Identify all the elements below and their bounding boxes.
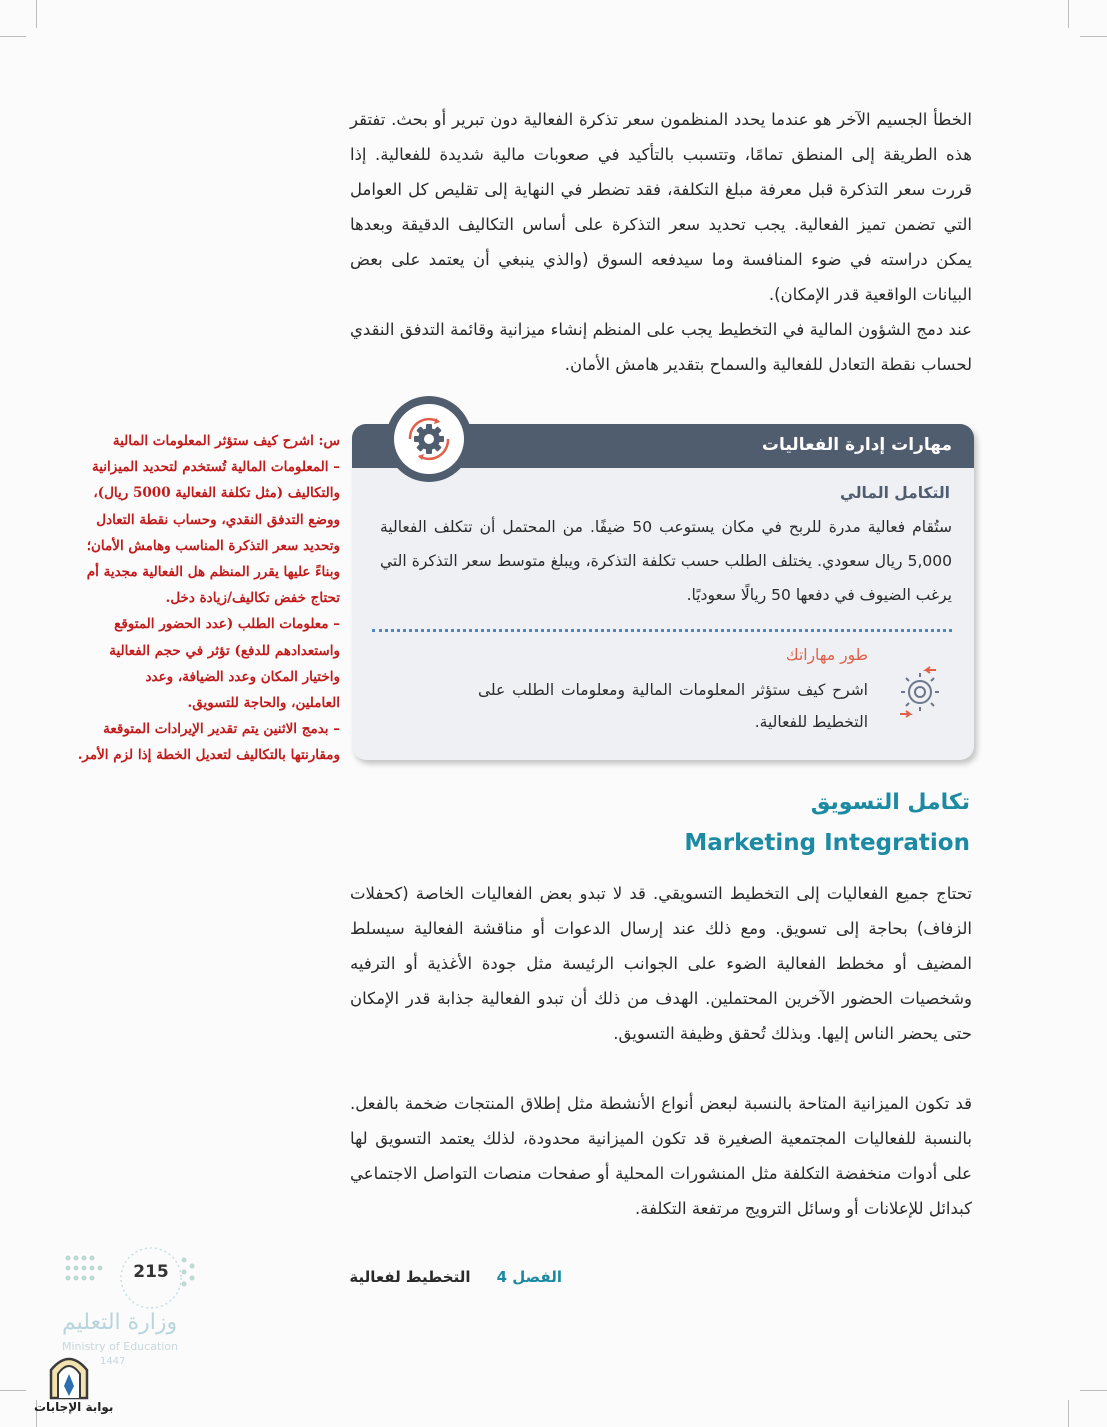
handwritten-line: ومقارنتها بالتكاليف لتعديل الخطة إذا لزم الأمر.: [77, 747, 340, 764]
handwritten-line: تحتاج خفض تكاليف/زيادة دخل.: [165, 590, 340, 607]
skills-box-title: مهارات إدارة الفعاليات: [761, 435, 952, 455]
intro-paragraph: الخطأ الجسيم الآخر هو عندما يحدد المنظمون سعر تذكرة الفعالية دون تبرير أو بحث. تفتقر هذه الطريقة إلى المنطق تمامًا، وتتسبب بالتأكيد في صعوبات مالية شديدة للفعالية. إذا قررت سعر التذكرة قبل معرفة مبلغ التكلفة، فقد تضطر في النهاية إلى تقليص كل العوامل التي تضمن تميز الفعالية. يجب تحديد سعر التذكرة على أساس التكاليف الدقيقة وبعدها يمكن دراسته في ضوء المنافسة وما سيدفعه السوق (والذي ينبغي أن يعتمد على بعض البيانات الواقعية قدر الإمكان).: [350, 110, 972, 304]
crop-mark: [1068, 1400, 1069, 1427]
gear-badge-inner: [394, 404, 464, 474]
handwritten-line: – بدمج الاثنين يتم تقدير الإيرادات المتوقعة: [103, 721, 340, 738]
ministry-logo-english: Ministry of Education: [62, 1340, 179, 1353]
section-paragraph: تحتاج جميع الفعاليات إلى التخطيط التسويقي. قد لا تبدو بعض الفعاليات الخاصة (كحفلات الزفاف) بحاجة إلى تسويق. ومع ذلك عند إرسال الدعوات أو مناقشة الفعالية سيسلط المضيف أو مخطط الفعالية الضوء على الجوانب الرئيسة مثل جودة الأغذية أو الترفيه وشخصيات الحضور الآخرين المحتملين. الهدف من ذلك أن تبدو الفعالية جذابة قدر الإمكان حتى يحضر الناس إليها. وبذلك تُحقق وظيفة التسويق.: [350, 884, 972, 1043]
crop-mark: [1080, 36, 1107, 37]
dotted-divider: [372, 629, 952, 632]
develop-skills-text: اشرح كيف ستؤثر المعلومات المالية ومعلومات الطلب على التخطيط للفعالية.: [478, 681, 868, 731]
handwritten-line: والتكاليف (مثل تكلفة الفعالية 5000 ريال)،: [93, 485, 340, 502]
page-number: 215: [133, 1262, 169, 1282]
handwritten-line: واستعدادهم للدفع) تؤثر في حجم الفعالية: [109, 642, 340, 659]
gear-icon: [394, 404, 464, 474]
intro-paragraph: عند دمج الشؤون المالية في التخطيط يجب على المنظم إنشاء ميزانية وقائمة التدفق النقدي لحساب نقطة التعادل للفعالية والسماح بتقدير هامش الأمان.: [350, 320, 972, 374]
handwritten-line: وتحديد سعر التذكرة المناسب وهامش الأمان؛: [86, 537, 340, 554]
handwritten-line: العاملين، والحاجة للتسويق.: [187, 695, 340, 712]
develop-skills-title: طور مهاراتك: [785, 646, 868, 664]
portal-logo-text: بوابة الإجابات: [34, 1400, 114, 1414]
handwritten-answer: [48, 428, 340, 769]
crop-mark: [1068, 0, 1069, 28]
crop-mark: [1080, 1390, 1107, 1391]
handwritten-line: س: اشرح كيف ستؤثر المعلومات المالية: [112, 433, 340, 449]
handwritten-line: – معلومات الطلب (عدد الحضور المتوقع: [114, 616, 340, 633]
section-paragraph: قد تكون الميزانية المتاحة بالنسبة لبعض أنواع الأنشطة مثل إطلاق المنتجات ضخمة بالفعل. بالنسبة للفعاليات المجتمعية الصغيرة قد تكون الميزانية محدودة، لذلك يعتمد التسويق لها على أدوات منخفضة التكلفة مثل المنشورات المحلية أو صفحات منصات التواصل الاجتماعي كبدائل للإعلانات أو وسائل الترويج مرتفعة التكلفة.: [350, 1094, 972, 1218]
skills-box-body: ستُقام فعالية مدرة للربح في مكان يستوعب 50 ضيفًا. من المحتمل أن تتكلف الفعالية 5,000 ريال سعودي. يختلف الطلب حسب تكلفة التذكرة، ويبلغ متوسط سعر التذكرة التي يرغب الضيوف في دفعها 50 ريالًا سعوديًا.: [380, 518, 953, 604]
crop-mark: [0, 1390, 26, 1391]
footer-chapter: الفصل 4: [496, 1268, 562, 1286]
crop-mark: [36, 0, 37, 28]
portal-logo-icon: [46, 1348, 92, 1400]
footer-title: التخطيط لفعالية: [349, 1268, 471, 1286]
page-footer: [349, 1268, 562, 1286]
ministry-logo-arabic: وزارة التعليم: [62, 1310, 178, 1335]
gear-badge: [386, 396, 472, 482]
gears-icon: [886, 662, 950, 720]
handwritten-line: – المعلومات المالية تُستخدم لتحديد الميزانية: [91, 459, 340, 476]
section-title-arabic: تكامل التسويق: [810, 790, 970, 815]
handwritten-line: واختيار المكان وعدد الضيافة، وعدد: [145, 668, 340, 685]
ministry-year: 1447: [100, 1356, 126, 1367]
crop-mark: [0, 36, 26, 37]
handwritten-line: ووضع التدفق النقدي، وحساب نقطة التعادل: [96, 511, 340, 528]
handwritten-line: وبناءً عليها يقرر المنظم هل الفعالية مجدية أم: [86, 564, 340, 581]
section-title-english: Marketing Integration: [684, 830, 970, 856]
skills-box-subheading: التكامل المالي: [840, 484, 950, 502]
